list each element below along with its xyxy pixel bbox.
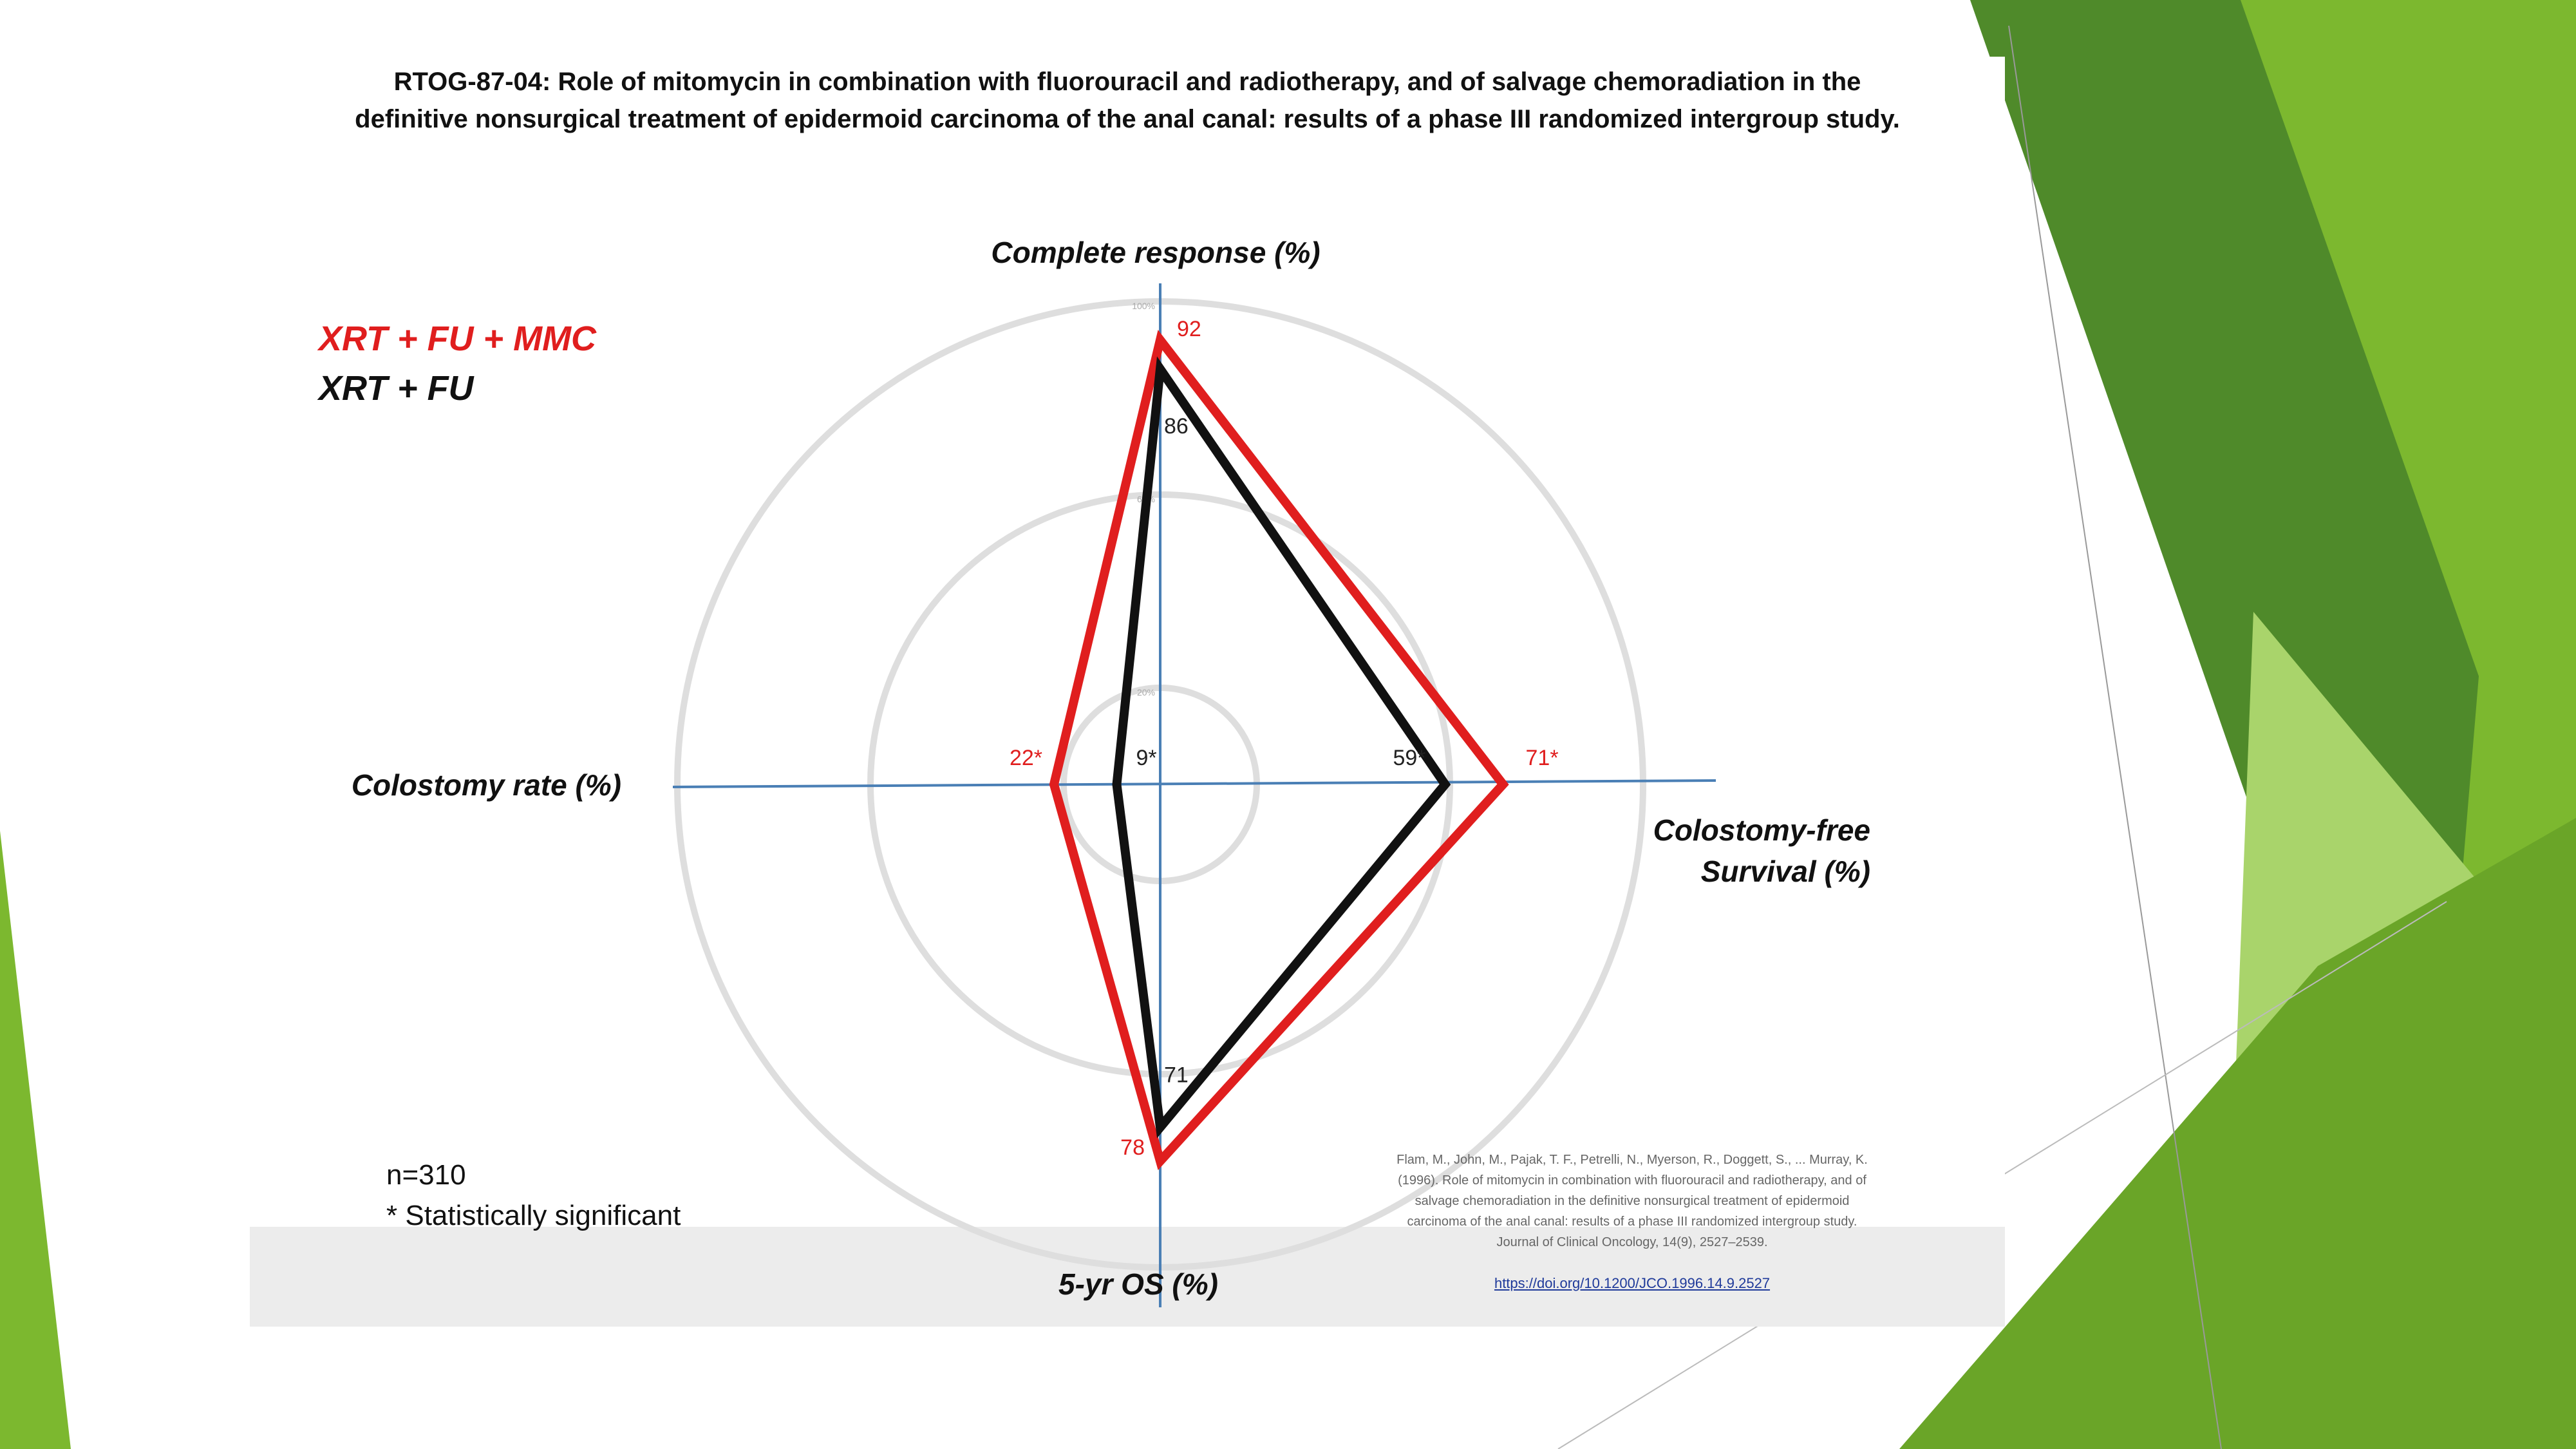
axis-label-top: Complete response (%): [991, 236, 1321, 269]
data-label: 92: [1177, 317, 1201, 341]
axis-line-horizontal: [673, 781, 1716, 787]
legend-item-xrt-fu-mmc: XRT + FU + MMC: [319, 319, 597, 358]
data-label: 71: [1164, 1063, 1189, 1088]
axis-label-right: Survival (%): [1700, 855, 1870, 888]
data-label: 71*: [1525, 746, 1559, 770]
citation-doi-link[interactable]: https://doi.org/10.1200/JCO.1996.14.9.2527: [1494, 1275, 1771, 1291]
ring-label: 60%: [1136, 494, 1155, 504]
citation-line: salvage chemoradiation in the definitive nonsurgical treatment of epidermoid: [1415, 1194, 1850, 1208]
radar-series: [1054, 340, 1503, 1161]
legend-item-xrt-fu: XRT + FU: [319, 369, 474, 408]
data-label: 9*: [1136, 746, 1157, 770]
data-label: 22*: [1009, 746, 1042, 770]
ring-label: 100%: [1132, 301, 1155, 311]
sample-size-note: n=310: [386, 1159, 466, 1191]
data-label: 78: [1120, 1135, 1145, 1160]
axis-label-bottom: 5-yr OS (%): [1058, 1267, 1218, 1301]
chart-title-line-2: definitive nonsurgical treatment of epidermoid carcinoma of the anal canal: results of a phase III randomized intergroup study.: [355, 105, 1900, 133]
significance-note: * Statistically significant: [386, 1200, 681, 1231]
data-label: 59*: [1393, 746, 1426, 770]
ring-label: 20%: [1136, 687, 1155, 697]
axis-label-right: Colostomy-free: [1653, 813, 1870, 847]
citation-line: (1996). Role of mitomycin in combination with fluorouracil and radiotherapy, and of: [1398, 1173, 1866, 1188]
axis-label-left: Colostomy rate (%): [351, 768, 621, 802]
data-label: 86: [1164, 414, 1189, 439]
citation-line: carcinoma of the anal canal: results of a phase III randomized intergroup study.: [1407, 1215, 1857, 1229]
citation-line: Flam, M., John, M., Pajak, T. F., Petrelli, N., Myerson, R., Doggett, S., ... Murray, K.: [1396, 1153, 1868, 1167]
citation-line: Journal of Clinical Oncology, 14(9), 2527–2539.: [1496, 1235, 1768, 1249]
chart-title-line-1: RTOG-87-04: Role of mitomycin in combination with fluorouracil and radiotherapy, and of salvage chemoradiation in the: [393, 68, 1861, 96]
